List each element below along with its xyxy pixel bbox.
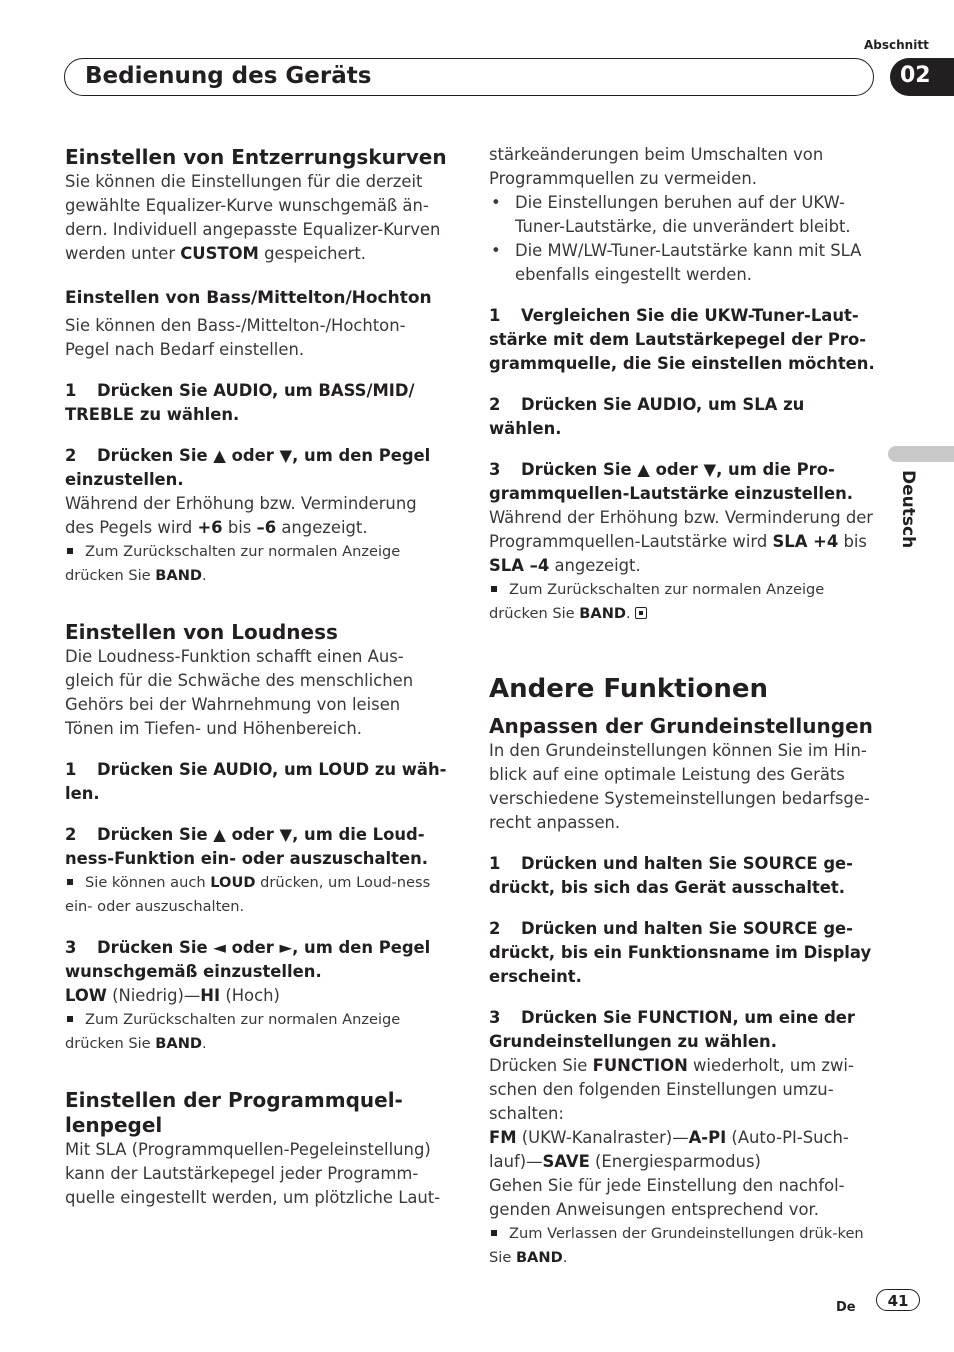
page-number: 41 xyxy=(876,1289,920,1311)
other-functions-heading: Andere Funktionen xyxy=(489,674,769,704)
basic-step-3: 3 Drücken Sie FUNCTION, um eine der Grundeinstellungen zu wählen. xyxy=(489,1008,855,1051)
bass-step-2: 2 Drücken Sie ▲ oder ▼, um den Pegel einzustellen. xyxy=(65,446,431,489)
chapter-banner xyxy=(64,58,874,96)
basic-step-3-text: Drücken Sie FUNCTION wiederholt, um zwi-schen den folgenden Einstellungen umzu-schalten: xyxy=(489,1056,854,1123)
basic-step-1: 1 Drücken und halten Sie SOURCE ge-drückt, bis sich das Gerät ausschaltet. xyxy=(489,854,853,897)
loudness-note-1: Sie können auch LOUD drücken, um Loud-ness ein- oder auszuschalten. xyxy=(65,874,431,915)
basic-settings-body: In den Grundeinstellungen können Sie im Hin-blick auf eine optimale Leistung des Geräts verschiedene Systemeinstellungen bedarfsge-recht anpassen. xyxy=(489,741,870,832)
sla-heading: Einstellen der Programmquel-lenpegel xyxy=(65,1088,403,1137)
right-column xyxy=(489,143,879,1270)
sla-step-2: 2 Drücken Sie AUDIO, um SLA zu wählen. xyxy=(489,395,805,438)
loudness-step-1: 1 Drücken Sie AUDIO, um LOUD zu wäh-len. xyxy=(65,760,447,803)
note-square-icon xyxy=(491,1230,497,1236)
left-column xyxy=(65,145,447,1210)
sla-body: Mit SLA (Programmquellen-Pegeleinstellung) kann der Lautstärkepegel jeder Programm-quelle eingestellt werden, um plötzliche Laut- xyxy=(65,1140,441,1207)
bass-note: Zum Zurückschalten zur normalen Anzeige drücken Sie BAND. xyxy=(65,543,401,584)
eq-heading: Einstellen von Entzerrungskurven xyxy=(65,145,447,169)
loudness-body: Die Loudness-Funktion schafft einen Aus-gleich für die Schwäche des menschlichen Gehörs bei der Wahrnehmung von leisen Tönen im Tiefen- und Höhenbereich. xyxy=(65,647,414,738)
note-square-icon xyxy=(491,586,497,592)
basic-note: Zum Verlassen der Grundeinstellungen drük-ken Sie BAND. xyxy=(489,1225,864,1266)
note-square-icon xyxy=(67,879,73,885)
sla-bullet-1: • Die Einstellungen beruhen auf der UKW-Tuner-Lautstärke, die unverändert bleibt. xyxy=(489,191,879,239)
loudness-heading: Einstellen von Loudness xyxy=(65,620,338,644)
bass-step-2-text: Während der Erhöhung bzw. Verminderung des Pegels wird +6 bis –6 angezeigt. xyxy=(65,494,417,537)
loudness-step-3-values: LOW (Niedrig)—HI (Hoch) xyxy=(65,986,280,1005)
sla-step-3-text: Während der Erhöhung bzw. Verminderung der Programmquellen-Lautstärke wird SLA +4 bis SLA –4 angezeigt. xyxy=(489,508,874,575)
basic-step-2: 2 Drücken und halten Sie SOURCE ge-drückt, bis ein Funktionsname im Display erscheint. xyxy=(489,919,872,986)
basic-settings-follow: Gehen Sie für jede Einstellung den nachfol-genden Anweisungen entsprechend vor. xyxy=(489,1176,845,1219)
section-number-badge: 02 xyxy=(890,58,954,96)
language-tab-label: Deutsch xyxy=(898,470,918,549)
footer-lang-code: De xyxy=(836,1300,856,1315)
section-label: Abschnitt xyxy=(864,38,929,52)
chapter-title: Bedienung des Geräts xyxy=(85,63,372,89)
end-of-section-icon xyxy=(635,607,647,619)
loudness-note-2: Zum Zurückschalten zur normalen Anzeige drücken Sie BAND. xyxy=(65,1011,401,1052)
bass-body: Sie können den Bass-/Mittelton-/Hochton-Pegel nach Bedarf einstellen. xyxy=(65,316,406,359)
bass-heading: Einstellen von Bass/Mittelton/Hochton xyxy=(65,288,432,308)
sla-body-continued: stärkeänderungen beim Umschalten von Programmquellen zu vermeiden. xyxy=(489,145,824,188)
loudness-step-2: 2 Drücken Sie ▲ oder ▼, um die Loud-ness-Funktion ein- oder auszuschalten. xyxy=(65,825,428,868)
sla-step-3: 3 Drücken Sie ▲ oder ▼, um die Pro-grammquellen-Lautstärke einzustellen. xyxy=(489,460,853,503)
note-square-icon xyxy=(67,1016,73,1022)
eq-body: Sie können die Einstellungen für die derzeit gewählte Equalizer-Kurve wunschgemäß än-dern. Individuell angepasste Equalizer-Kurven werden unter CUSTOM gespeichert. xyxy=(65,172,441,263)
sla-step-1: 1 Vergleichen Sie die UKW-Tuner-Laut-stärke mit dem Lautstärkepegel der Pro-grammquelle, die Sie einstellen möchten. xyxy=(489,306,875,373)
language-tab-marker xyxy=(888,446,954,462)
bass-step-1: 1 Drücken Sie AUDIO, um BASS/MID/ TREBLE zu wählen. xyxy=(65,381,415,424)
sla-note: Zum Zurückschalten zur normalen Anzeige drücken Sie BAND. xyxy=(489,581,825,622)
basic-settings-list: FM (UKW-Kanalraster)—A-PI (Auto-PI-Such-lauf)—SAVE (Energiesparmodus) xyxy=(489,1128,849,1171)
sla-bullet-2: • Die MW/LW-Tuner-Lautstärke kann mit SLA ebenfalls eingestellt werden. xyxy=(489,239,879,287)
loudness-step-3: 3 Drücken Sie ◄ oder ►, um den Pegel wunschgemäß einzustellen. xyxy=(65,938,431,981)
basic-settings-heading: Anpassen der Grundeinstellungen xyxy=(489,714,873,738)
note-square-icon xyxy=(67,548,73,554)
